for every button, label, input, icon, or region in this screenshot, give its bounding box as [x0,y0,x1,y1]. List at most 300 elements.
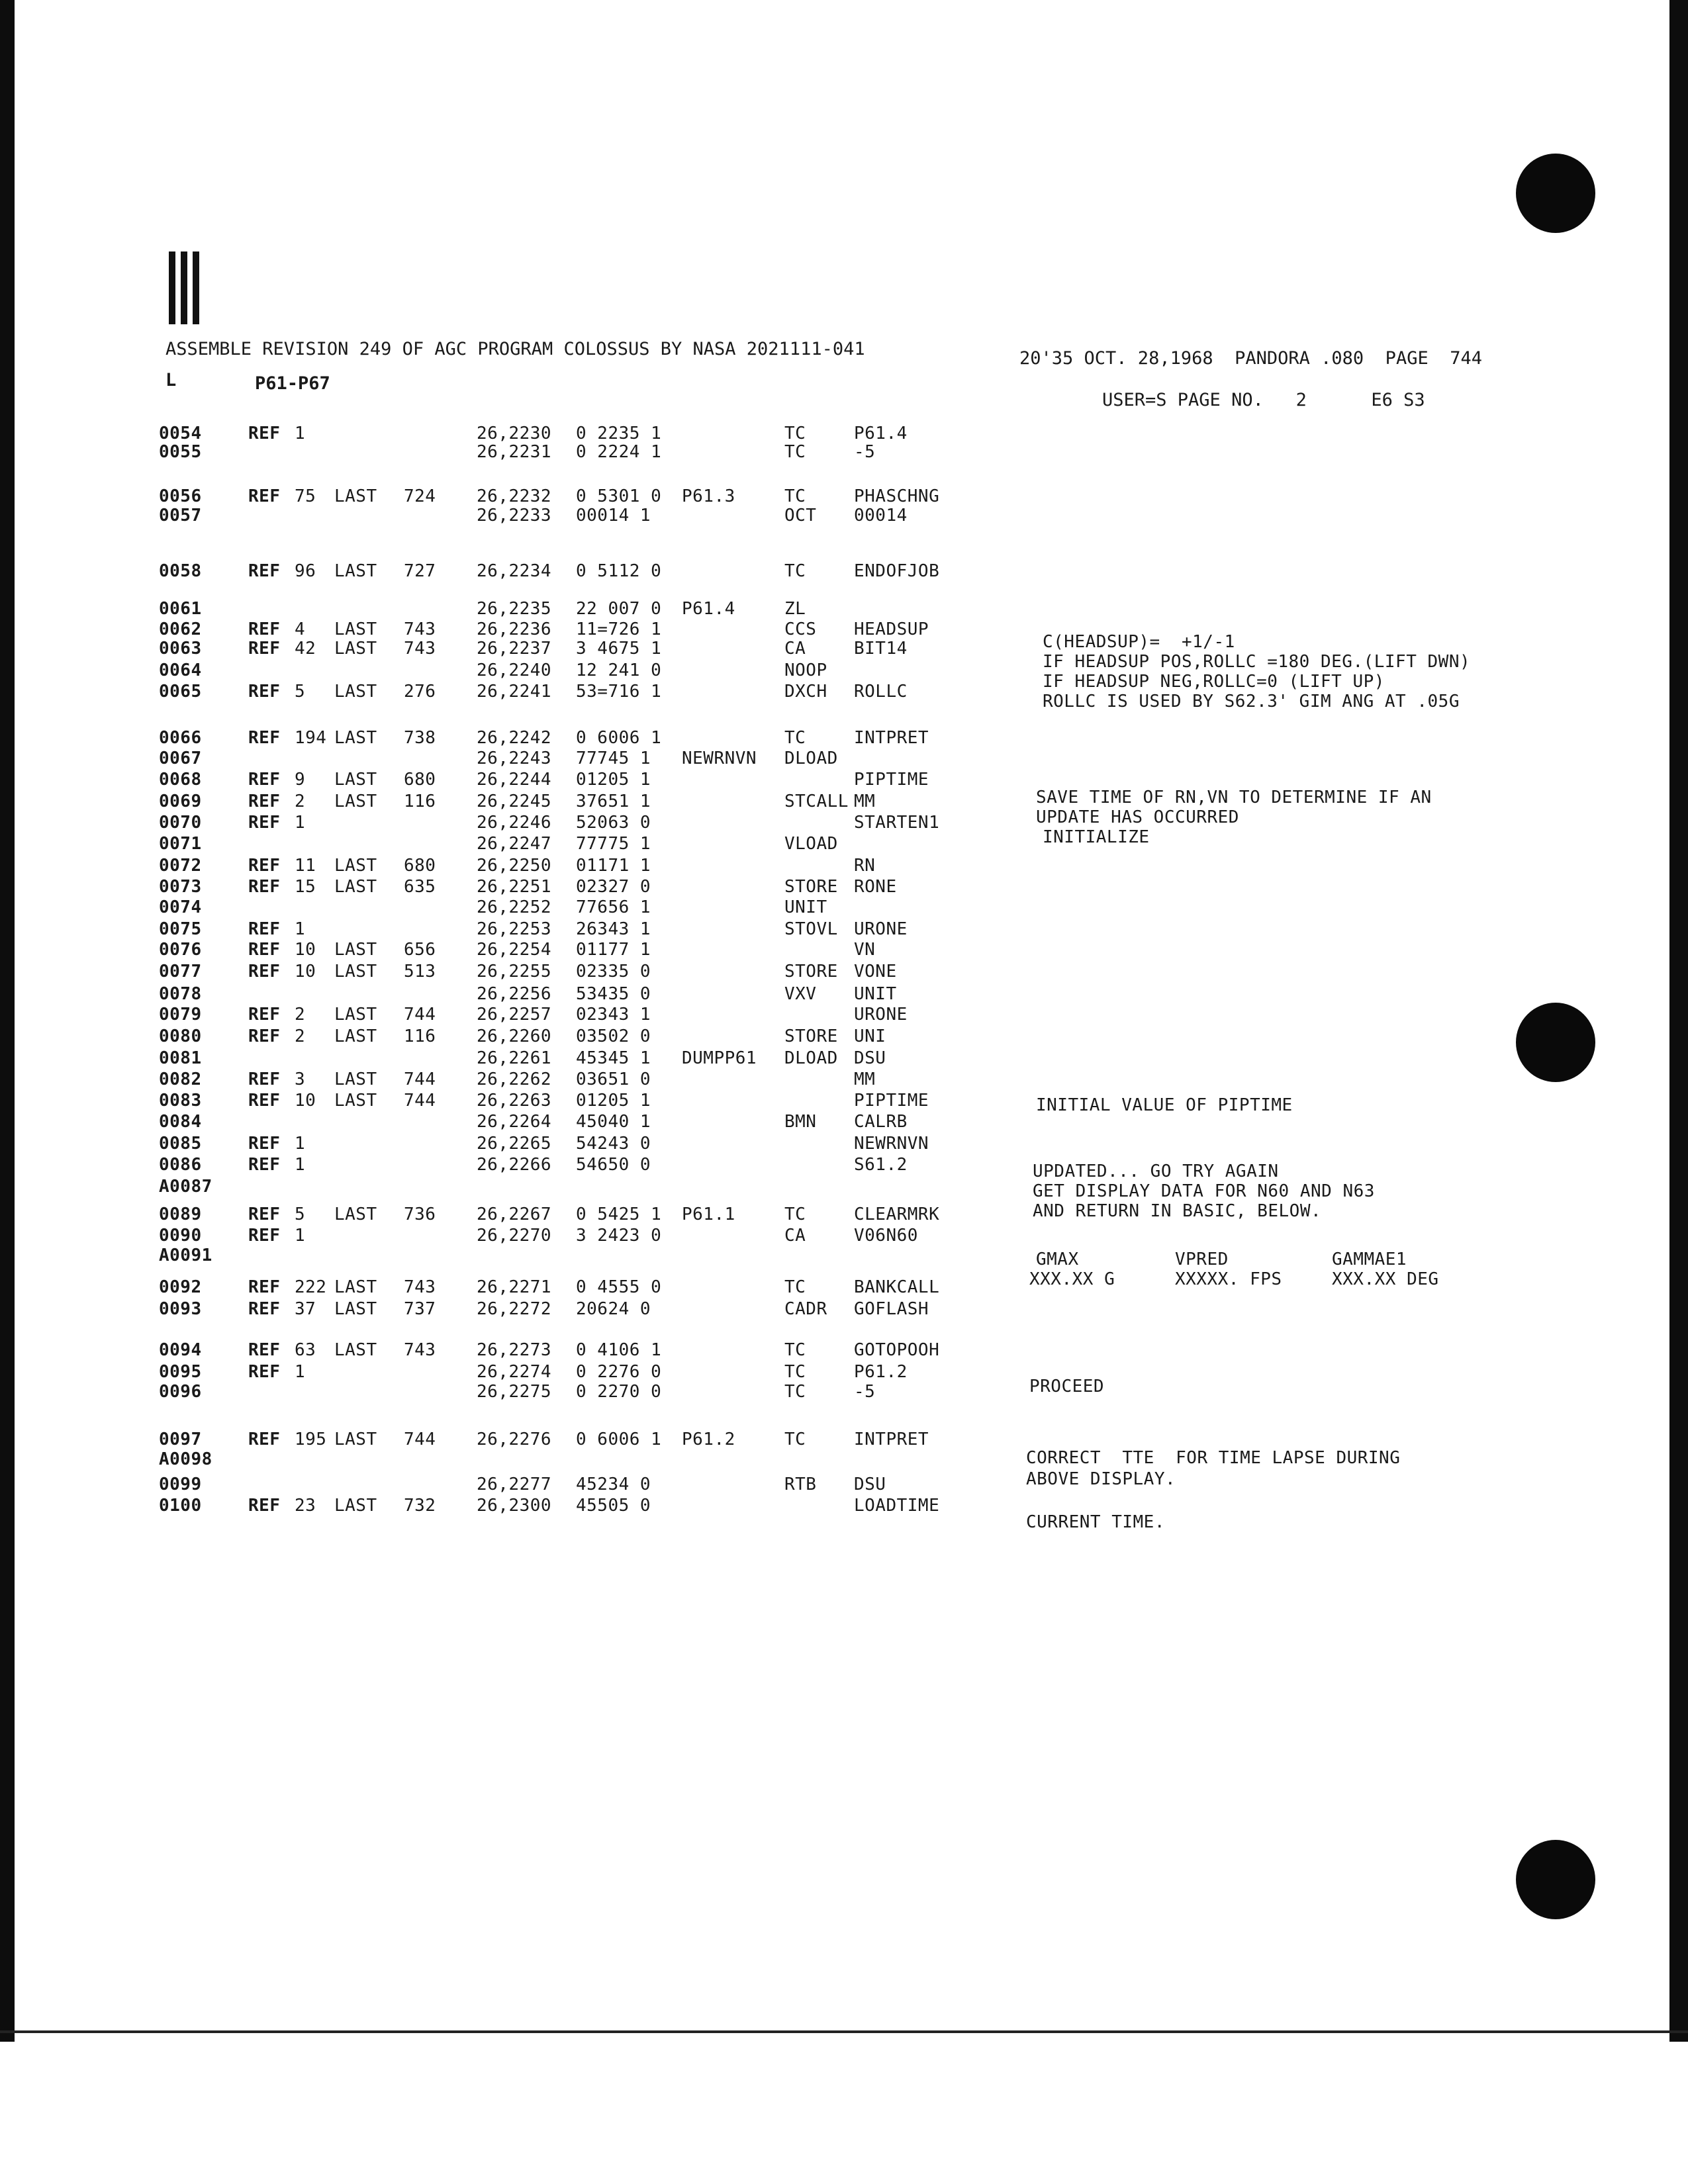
ref-count: 1 [295,1134,306,1154]
octal-word: 0 5112 0 [576,561,662,581]
line-number: 0071 [159,834,202,854]
ref-marker: REF [248,813,281,833]
octal-word: 0 4555 0 [576,1277,662,1297]
ref-count: 194 [295,728,327,748]
last-page: 743 [404,619,436,639]
ref-count: 2 [295,1005,306,1024]
opcode: OCT [784,506,817,525]
binder-tear-marks [169,251,209,328]
punch-hole-bottom [1516,1840,1595,1919]
opcode: DLOAD [784,749,838,768]
octal-word: 02343 1 [576,1005,651,1024]
line-number: 0075 [159,919,202,939]
opcode: TC [784,1362,806,1382]
operand: INTPRET [854,1430,929,1449]
opcode: CA [784,1226,806,1246]
comment-headsup-neg: IF HEADSUP NEG,ROLLC=0 (LIFT UP) [1043,672,1385,692]
address: 26,2253 [477,919,552,939]
ref-marker: REF [248,877,281,897]
listing-date-page: 20'35 OCT. 28,1968 PANDORA .080 PAGE 744 [1019,348,1482,369]
line-number: 0069 [159,792,202,811]
operand: GOTOPOOH [854,1340,940,1360]
display-value-gammae1: XXX.XX DEG [1332,1269,1439,1289]
address: 26,2255 [477,962,552,981]
ref-marker: REF [248,682,281,702]
comment-above-display: ABOVE DISPLAY. [1026,1469,1176,1489]
line-number: 0065 [159,682,202,702]
octal-word: 0 5301 0 [576,486,662,506]
location-label: P61.2 [682,1430,735,1449]
octal-word: 0 6006 1 [576,728,662,748]
octal-word: 01205 1 [576,770,651,790]
opcode: VXV [784,984,817,1004]
last-page: 724 [404,486,436,506]
operand: UNIT [854,984,897,1004]
operand: 00014 [854,506,908,525]
ref-marker: REF [248,962,281,981]
last-marker: LAST [334,1005,377,1024]
ref-count: 4 [295,619,306,639]
last-page: 680 [404,856,436,876]
line-number: 0066 [159,728,202,748]
comment-save-time: SAVE TIME OF RN,VN TO DETERMINE IF AN [1036,788,1432,807]
octal-word: 3 4675 1 [576,639,662,659]
last-marker: LAST [334,1340,377,1360]
opcode: RTB [784,1475,817,1494]
octal-word: 03651 0 [576,1069,651,1089]
ref-count: 1 [295,424,306,443]
comment-updated: UPDATED... GO TRY AGAIN [1033,1161,1279,1181]
ref-count: 10 [295,1091,316,1111]
ref-marker: REF [248,1277,281,1297]
last-page: 680 [404,770,436,790]
line-number: 0070 [159,813,202,833]
comment-return-basic: AND RETURN IN BASIC, BELOW. [1033,1201,1322,1221]
octal-word: 45234 0 [576,1475,651,1494]
comment-display-data: GET DISPLAY DATA FOR N60 AND N63 [1033,1181,1375,1201]
address: 26,2274 [477,1362,552,1382]
ref-marker: REF [248,424,281,443]
address: 26,2264 [477,1112,552,1132]
last-page: 743 [404,1340,436,1360]
opcode: TC [784,442,806,462]
operand: RONE [854,877,897,897]
ref-count: 2 [295,1026,306,1046]
octal-word: 0 2235 1 [576,424,662,443]
address: 26,2231 [477,442,552,462]
ref-count: 23 [295,1496,316,1516]
location-label: P61.4 [682,599,735,619]
address: 26,2246 [477,813,552,833]
line-number: 0061 [159,599,202,619]
octal-word: 45345 1 [576,1048,651,1068]
line-number: 0085 [159,1134,202,1154]
line-number: A0087 [159,1177,212,1197]
section-label: P61-P67 [255,373,330,394]
address: 26,2245 [477,792,552,811]
ref-marker: REF [248,486,281,506]
address: 26,2267 [477,1205,552,1224]
last-marker: LAST [334,962,377,981]
line-number: 0097 [159,1430,202,1449]
address: 26,2266 [477,1155,552,1175]
address: 26,2237 [477,639,552,659]
last-marker: LAST [334,1026,377,1046]
location-label: NEWRNVN [682,749,757,768]
ref-marker: REF [248,1362,281,1382]
opcode: TC [784,1340,806,1360]
octal-word: 22 007 0 [576,599,662,619]
scan-edge-right [1669,0,1688,2042]
line-number: 0079 [159,1005,202,1024]
operand: BIT14 [854,639,908,659]
opcode: CCS [784,619,817,639]
octal-word: 0 4106 1 [576,1340,662,1360]
last-page: 727 [404,561,436,581]
last-marker: LAST [334,856,377,876]
ref-marker: REF [248,792,281,811]
octal-word: 26343 1 [576,919,651,939]
address: 26,2275 [477,1382,552,1402]
octal-word: 77775 1 [576,834,651,854]
line-number: 0080 [159,1026,202,1046]
ref-count: 9 [295,770,306,790]
line-number: 0063 [159,639,202,659]
opcode: TC [784,1205,806,1224]
last-marker: LAST [334,792,377,811]
octal-word: 01171 1 [576,856,651,876]
ref-count: 37 [295,1299,316,1319]
ref-count: 3 [295,1069,306,1089]
address: 26,2300 [477,1496,552,1516]
operand: RN [854,856,876,876]
opcode: TC [784,561,806,581]
comment-initialize: INITIALIZE [1043,827,1150,847]
last-page: 635 [404,877,436,897]
address: 26,2257 [477,1005,552,1024]
opcode: TC [784,1430,806,1449]
operand: CALRB [854,1112,908,1132]
address: 26,2247 [477,834,552,854]
ref-count: 1 [295,919,306,939]
ref-marker: REF [248,1155,281,1175]
line-number: 0078 [159,984,202,1004]
last-page: 743 [404,639,436,659]
address: 26,2263 [477,1091,552,1111]
ref-count: 11 [295,856,316,876]
page-bottom-edge [0,2030,1688,2033]
ref-marker: REF [248,1026,281,1046]
octal-word: 77745 1 [576,749,651,768]
opcode: STORE [784,877,838,897]
opcode: CADR [784,1299,827,1319]
address: 26,2251 [477,877,552,897]
log-marker: L [165,370,177,390]
line-number: 0089 [159,1205,202,1224]
operand: STARTEN1 [854,813,940,833]
octal-word: 45040 1 [576,1112,651,1132]
octal-word: 37651 1 [576,792,651,811]
opcode: VLOAD [784,834,838,854]
line-number: 0096 [159,1382,202,1402]
operand: PIPTIME [854,1091,929,1111]
ref-count: 1 [295,813,306,833]
operand: DSU [854,1475,886,1494]
last-page: 116 [404,1026,436,1046]
operand: BANKCALL [854,1277,940,1297]
octal-word: 53435 0 [576,984,651,1004]
line-number: 0086 [159,1155,202,1175]
comment-headsup: C(HEADSUP)= +1/-1 [1043,632,1235,652]
line-number: A0098 [159,1449,212,1469]
address: 26,2262 [477,1069,552,1089]
operand: ROLLC [854,682,908,702]
ref-count: 2 [295,792,306,811]
ref-count: 5 [295,682,306,702]
last-page: 744 [404,1069,436,1089]
octal-word: 0 2224 1 [576,442,662,462]
address: 26,2277 [477,1475,552,1494]
ref-count: 10 [295,940,316,960]
line-number: 0093 [159,1299,202,1319]
comment-current-time: CURRENT TIME. [1026,1512,1165,1532]
operand: GOFLASH [854,1299,929,1319]
ref-marker: REF [248,1226,281,1246]
ref-count: 15 [295,877,316,897]
operand: -5 [854,1382,876,1402]
display-value-gmax: XXX.XX G [1029,1269,1115,1289]
ref-marker: REF [248,1069,281,1089]
operand: CLEARMRK [854,1205,940,1224]
last-marker: LAST [334,561,377,581]
ref-marker: REF [248,1091,281,1111]
ref-count: 10 [295,962,316,981]
ref-marker: REF [248,1299,281,1319]
operand: S61.2 [854,1155,908,1175]
octal-word: 77656 1 [576,897,651,917]
operand: DSU [854,1048,886,1068]
address: 26,2270 [477,1226,552,1246]
line-number: 0057 [159,506,202,525]
octal-word: 54650 0 [576,1155,651,1175]
last-page: 732 [404,1496,436,1516]
address: 26,2252 [477,897,552,917]
location-label: P61.1 [682,1205,735,1224]
ref-marker: REF [248,1005,281,1024]
opcode: TC [784,728,806,748]
line-number: 0055 [159,442,202,462]
address: 26,2273 [477,1340,552,1360]
octal-word: 11=726 1 [576,619,662,639]
last-marker: LAST [334,1496,377,1516]
ref-count: 96 [295,561,316,581]
opcode: STORE [784,1026,838,1046]
address: 26,2242 [477,728,552,748]
octal-word: 0 5425 1 [576,1205,662,1224]
octal-word: 01177 1 [576,940,651,960]
last-page: 744 [404,1430,436,1449]
display-label-gmax: GMAX [1036,1250,1079,1269]
ref-marker: REF [248,639,281,659]
operand: HEADSUP [854,619,929,639]
last-marker: LAST [334,486,377,506]
octal-word: 0 6006 1 [576,1430,662,1449]
octal-word: 02327 0 [576,877,651,897]
octal-word: 01205 1 [576,1091,651,1111]
operand: MM [854,1069,876,1089]
last-page: 737 [404,1299,436,1319]
last-marker: LAST [334,1091,377,1111]
address: 26,2232 [477,486,552,506]
ref-count: 75 [295,486,316,506]
operand: PIPTIME [854,770,929,790]
last-page: 736 [404,1205,436,1224]
punch-hole-middle [1516,1003,1595,1082]
line-number: 0058 [159,561,202,581]
opcode: STOVL [784,919,838,939]
address: 26,2256 [477,984,552,1004]
ref-marker: REF [248,1430,281,1449]
operand: MM [854,792,876,811]
opcode: TC [784,486,806,506]
address: 26,2234 [477,561,552,581]
listing-header: ASSEMBLE REVISION 249 OF AGC PROGRAM COLOSSUS BY NASA 2021111-041 [165,339,865,359]
line-number: 0068 [159,770,202,790]
last-marker: LAST [334,1069,377,1089]
line-number: 0092 [159,1277,202,1297]
ref-marker: REF [248,561,281,581]
octal-word: 45505 0 [576,1496,651,1516]
line-number: 0064 [159,660,202,680]
address: 26,2250 [477,856,552,876]
operand: VN [854,940,876,960]
display-label-vpred: VPRED [1175,1250,1229,1269]
ref-marker: REF [248,1496,281,1516]
last-page: 513 [404,962,436,981]
ref-marker: REF [248,940,281,960]
scan-edge-left [0,0,15,2042]
operand: PHASCHNG [854,486,940,506]
line-number: A0091 [159,1246,212,1265]
comment-headsup-pos: IF HEADSUP POS,ROLLC =180 DEG.(LIFT DWN) [1043,652,1471,672]
last-page: 744 [404,1005,436,1024]
address: 26,2265 [477,1134,552,1154]
address: 26,2243 [477,749,552,768]
ref-count: 222 [295,1277,327,1297]
last-page: 743 [404,1277,436,1297]
opcode: UNIT [784,897,827,917]
operand: UNI [854,1026,886,1046]
line-number: 0056 [159,486,202,506]
user-page-number: USER=S PAGE NO. 2 E6 S3 [1102,390,1425,410]
address: 26,2233 [477,506,552,525]
address: 26,2235 [477,599,552,619]
opcode: TC [784,1382,806,1402]
octal-word: 03502 0 [576,1026,651,1046]
line-number: 0076 [159,940,202,960]
line-number: 0083 [159,1091,202,1111]
line-number: 0054 [159,424,202,443]
line-number: 0072 [159,856,202,876]
line-number: 0074 [159,897,202,917]
last-marker: LAST [334,940,377,960]
last-marker: LAST [334,1430,377,1449]
address: 26,2244 [477,770,552,790]
ref-marker: REF [248,1205,281,1224]
opcode: TC [784,424,806,443]
address: 26,2272 [477,1299,552,1319]
ref-count: 1 [295,1155,306,1175]
last-page: 276 [404,682,436,702]
address: 26,2276 [477,1430,552,1449]
ref-count: 5 [295,1205,306,1224]
ref-count: 195 [295,1430,327,1449]
octal-word: 53=716 1 [576,682,662,702]
address: 26,2261 [477,1048,552,1068]
line-number: 0084 [159,1112,202,1132]
operand: NEWRNVN [854,1134,929,1154]
line-number: 0067 [159,749,202,768]
line-number: 0095 [159,1362,202,1382]
last-marker: LAST [334,619,377,639]
operand: VONE [854,962,897,981]
last-marker: LAST [334,877,377,897]
line-number: 0081 [159,1048,202,1068]
last-page: 116 [404,792,436,811]
last-marker: LAST [334,1277,377,1297]
address: 26,2230 [477,424,552,443]
operand: URONE [854,1005,908,1024]
line-number: 0082 [159,1069,202,1089]
line-number: 0073 [159,877,202,897]
address: 26,2271 [477,1277,552,1297]
display-value-vpred: XXXXX. FPS [1175,1269,1282,1289]
last-marker: LAST [334,770,377,790]
operand: URONE [854,919,908,939]
opcode: BMN [784,1112,817,1132]
comment-correct-tte: CORRECT TTE FOR TIME LAPSE DURING [1026,1448,1401,1468]
operand: P61.2 [854,1362,908,1382]
comment-update: UPDATE HAS OCCURRED [1036,807,1239,827]
operand: INTPRET [854,728,929,748]
location-label: DUMPP61 [682,1048,757,1068]
ref-count: 1 [295,1226,306,1246]
octal-word: 02335 0 [576,962,651,981]
operand: LOADTIME [854,1496,940,1516]
display-label-gammae1: GAMMAE1 [1332,1250,1407,1269]
ref-marker: REF [248,770,281,790]
opcode: STCALL [784,792,849,811]
last-marker: LAST [334,682,377,702]
last-page: 744 [404,1091,436,1111]
ref-marker: REF [248,1340,281,1360]
operand: P61.4 [854,424,908,443]
ref-marker: REF [248,619,281,639]
address: 26,2236 [477,619,552,639]
octal-word: 20624 0 [576,1299,651,1319]
ref-marker: REF [248,1134,281,1154]
ref-count: 1 [295,1362,306,1382]
location-label: P61.3 [682,486,735,506]
octal-word: 0 2270 0 [576,1382,662,1402]
octal-word: 00014 1 [576,506,651,525]
ref-count: 63 [295,1340,316,1360]
operand: V06N60 [854,1226,918,1246]
address: 26,2254 [477,940,552,960]
ref-marker: REF [248,728,281,748]
line-number: 0100 [159,1496,202,1516]
opcode: ZL [784,599,806,619]
